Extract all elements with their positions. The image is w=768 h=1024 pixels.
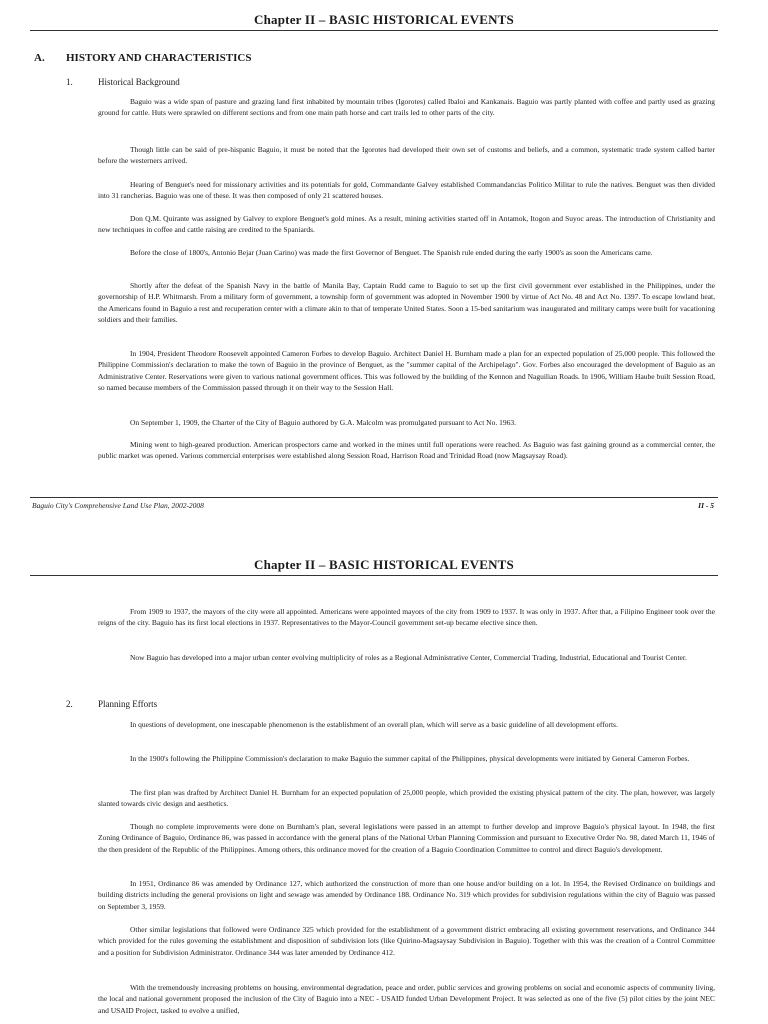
- subsection-title: Historical Background: [98, 77, 180, 87]
- paragraph: In the 1900's following the Philippine Commission's declaration to make Baguio the summer capital of the Philippines, physical developments were initiated by General Cameron Forbes.: [130, 754, 690, 763]
- chapter-title: Chapter II – BASIC HISTORICAL EVENTS: [254, 12, 514, 27]
- subsection-number: 1.: [66, 77, 73, 87]
- subsection-number: 2.: [66, 699, 73, 709]
- subsection-title: Planning Efforts: [98, 699, 158, 709]
- paragraph: From 1909 to 1937, the mayors of the city were all appointed. Americans were appointed mayors of the city from 1909 to 1937. It was only in 1937. After that, a Filipino Engineer took over the reigns of the city. Baguio has its first local elections in 1937. Representatives to the Mayor-Council government set-up became elective since then.: [98, 607, 715, 628]
- footer-document-title: Baguio City's Comprehensive Land Use Plan, 2002-2008: [32, 501, 204, 510]
- footer-rule: [30, 497, 718, 498]
- header-rule: [30, 30, 718, 31]
- paragraph: In 1904, President Theodore Roosevelt appointed Cameron Forbes to develop Baguio. Architect Daniel H. Burnham made a plan for an expected population of 25,000 people. This followed the Philippine Commission's declaration to make the town of Baguio in the province of Benguet, as the "summer capital of the Archipelago". Gov. Forbes also encouraged the development of Baguio as an Administrative Center. Reservations were given to various national government offices. This was followed by the building of the Kennon and Naguilian Roads. In 1906, William Haube built Session Road, so named because members of the Commission passed through it on their way to the Session Hall.: [98, 349, 715, 392]
- page-number: II - 5: [698, 501, 714, 510]
- paragraph: Though little can be said of pre-hispanic Baguio, it must be noted that the Igorotes had developed their own set of customs and beliefs, and a common, systematic trade system called barter before the westerners arrived.: [98, 145, 715, 166]
- paragraph: Now Baguio has developed into a major urban center evolving multiplicity of roles as a Regional Administrative Center, Commercial Trading, Industrial, Educational and Tourist Center.: [130, 653, 687, 662]
- paragraph: Hearing of Benguet's need for missionary activities and its potentials for gold, Commandante Galvey established Commandancias Politico Militar to rule the natives. Benguet was then divided into 31 rancherias. Baguio was one of these. It was then composed of only 21 scattered houses.: [98, 180, 715, 201]
- paragraph: Mining went to high-geared production. American prospectors came and worked in the mines until full operations were reached. As Baguio was fast gaining ground as a commercial center, the public market was opened. Various commercial enterprises were established along Session Road, Harrison Road and Trinidad Road (now Magsaysay Road).: [98, 440, 715, 461]
- section-letter: A.: [34, 52, 45, 64]
- header-rule: [30, 575, 718, 576]
- paragraph: Though no complete improvements were done on Burnham's plan, several legislations were passed in an attempt to further develop and improve Baguio's physical layout. In 1948, the first Zoning Ordinance of Baguio, Ordinance 86, was passed in accordance with the general plans of the National Urban Planning Commission and pursuant to Executive Order No. 98, dated March 11, 1946 of the then president of the Republic of the Philippines. Among others, this ordinance moved for the creation of a Baguio Coordination Committee to control and direct Baguio's development.: [98, 822, 715, 854]
- paragraph: Shortly after the defeat of the Spanish Navy in the battle of Manila Bay, Captain Rudd came to Baguio to set up the first civil government ever established in the Philippines, under the governorship of H.P. Whitmarsh. From a military form of government, a township form of government was adopted in November 1900 by virtue of Act No. 48 and Act No. 1397. To escape lowland heat, the Americans found in Baguio a rest and recuperation center with a climate akin to that of temperate United States. Soon a 15-bed sanitarium was inaugurated and military camps were built for vacationing soldiers and their families.: [98, 281, 715, 324]
- chapter-title: Chapter II – BASIC HISTORICAL EVENTS: [254, 557, 514, 572]
- paragraph: The first plan was drafted by Architect Daniel H. Burnham for an expected population of 25,000 people, which provided the existing physical pattern of the city. The plan, however, was largely slanted towards civic design and aesthetics.: [98, 788, 715, 809]
- paragraph: On September 1, 1909, the Charter of the City of Baguio authored by G.A. Malcolm was promulgated pursuant to Act No. 1963.: [130, 418, 516, 427]
- paragraph: With the tremendously increasing problems on housing, environmental degradation, peace and order, public services and growing problems on social and economic aspects of community living, the local and national government proposed the inclusion of the City of Baguio into a NEC - USAID funded Urban Development Project. It was selected as one of the five (5) pilot cities by the joint NEC and USAID Project, tasked to evolve a unified,: [98, 983, 715, 1015]
- paragraph: Don Q.M. Quirante was assigned by Galvey to explore Benguet's gold mines. As a result, mining activities started off in Antamok, Itogon and Suyoc areas. The introduction of Christianity and new techniques in coffee and cattle raising are credited to the Spaniards.: [98, 214, 715, 235]
- paragraph: Baguio was a wide span of pasture and grazing land first inhabited by mountain tribes (Igorotes) called Ibaloi and Kankanais. Baguio was partly planted with coffee and partly used as grazing ground for cattle. Huts were sprawled on different sections and from one main path horse and cart trails led to other parts of the city.: [98, 97, 715, 118]
- paragraph: Before the close of 1800's, Antonio Bejar (Juan Carino) was made the first Governor of Benguet. The Spanish rule ended during the early 1900's as soon the Americans came.: [130, 248, 653, 257]
- paragraph: In questions of development, one inescapable phenomenon is the establishment of an overall plan, which will serve as a basic guideline of all development efforts.: [130, 720, 618, 729]
- section-title: HISTORY AND CHARACTERISTICS: [66, 52, 252, 64]
- document-page-2: [0, 548, 768, 1024]
- paragraph: In 1951, Ordinance 86 was amended by Ordinance 127, which authorized the construction of more than one house and/or building on a lot. In 1954, the Revised Ordinance on buildings and building districts including the general provisions on light and sewage was amended by Ordinance 188. Ordinance No. 319 which provides for subdivision regulations within the city of Baguio was passed on September 3, 1959.: [98, 879, 715, 911]
- paragraph: Other similar legislations that followed were Ordinance 325 which provided for the establishment of a government district embracing all existing government reservations, and Ordinance 344 which provided for the rules governing the establishment and disposition of subdivision lots (like Quirino-Magsaysay Subdivision in Baguio). Together with this was the creation of a Control Committee and a position for Subdivision Administrator. Ordinance 344 was later amended by Ordinance 412.: [98, 925, 715, 957]
